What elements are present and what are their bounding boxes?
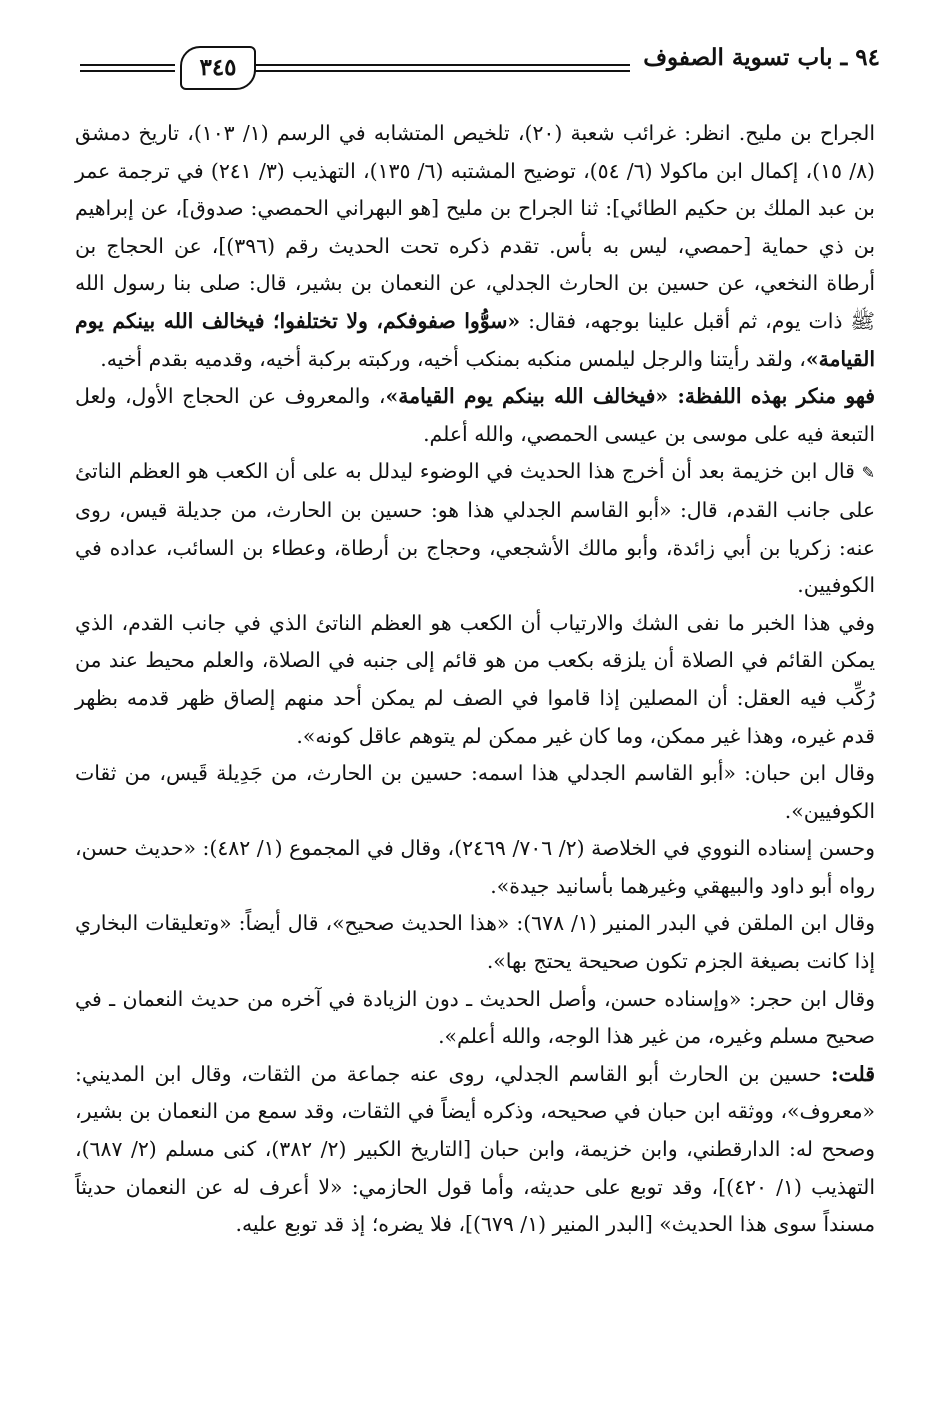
- page-body: [75, 115, 875, 1244]
- paragraph-text: حسين بن الحارث أبو القاسم الجدلي، روى عنه جماعة من الثقات، وقال ابن المديني: «معروف»، ووثقه ابن حبان في صحيحه، وذكره أيضاً في الثقات، وقد سمع من النعمان بن بشير، وصحح له: الدارقطني، وابن خزيمة، وابن حبان [التاريخ الكبير (٢/ ٣٨٢)، كنى مسلم (٢/ ٦٨٧)، التهذيب (١/ ٤٢٠)]، وقد توبع على حديثه، وأما قول الحازمي: «لا أعرف له عن النعمان حديثاً مسنداً سوى هذا الحديث» [البدر المنير (١/ ٦٧٩)]، فلا يضره؛ إذ قد توبع عليه.: [75, 1061, 876, 1237]
- paragraph-marker-icon: ✎: [861, 463, 875, 483]
- ruling-lead: فهو منكر بهذه اللفظة: «فيخالف الله بينكم يوم القيامة»: [385, 384, 876, 409]
- paragraph-text: ، والمعروف عن الحجاج الأول، ولعل التبعة فيه على موسى بن عيسى الحمصي، والله أعلم.: [75, 384, 875, 446]
- header-rule: [250, 64, 630, 66]
- page-number: ٣٤٥: [180, 46, 256, 90]
- header-rule: [250, 70, 630, 72]
- paragraph-text: قال ابن خزيمة بعد أن أخرج هذا الحديث في الوضوء ليدلل به على أن الكعب هو العظم الناتئ على جانب القدم، قال: «أبو القاسم الجدلي هذا هو: حسين بن الحارث، من جديلة قيس، روى عنه: زكريا بن أبي زائدة، وأبو مالك الأشجعي، وحجاج بن أرطاة، وعطاء بن السائب، عداده في الكوفيين.: [75, 459, 875, 598]
- paragraph: [75, 378, 875, 453]
- header-rule: [80, 70, 175, 72]
- paragraph: وفي هذا الخبر ما نفى الشك والارتياب أن الكعب هو العظم الناتئ الذي في جانب القدم، الذي يمكن القائم في الصلاة أن يلزقه بكعب من هو قائم إلى جنبه في الصلاة، والعلم محيط عند من رُكِّب فيه العقل: أن المصلين إذا قاموا في الصف لم يمكن أحد منهم إلصاق ظهر قدمه بظهر قدم غيره، وهذا غير ممكن، وما كان غير ممكن لم يتوهم عاقل كونه».: [75, 610, 875, 748]
- page-header: [80, 34, 880, 94]
- paragraph: وحسن إسناده النووي في الخلاصة (٢/ ٧٠٦/ ٢٤٦٩)، وقال في المجموع (١/ ٤٨٢): «حديث حسن، رواه أبو داود والبيهقي وغيرهما بأسانيد جيدة».: [75, 836, 876, 898]
- paragraph: وقال ابن حجر: «وإسناده حسن، وأصل الحديث ـ دون الزيادة في آخره من حديث النعمان ـ في صحيح مسلم وغيره، من غير هذا الوجه، والله أعلم».: [75, 986, 875, 1049]
- chapter-title: ٩٤ ـ باب تسوية الصفوف: [643, 44, 880, 71]
- paragraph: [75, 115, 875, 378]
- paragraph: [75, 453, 875, 604]
- paragraph: [75, 1056, 875, 1244]
- paragraph: وقال ابن حبان: «أبو القاسم الجدلي هذا اسمه: حسين بن الحارث، من جَدِيلة قَيس، من ثقات الكوفيين».: [75, 761, 875, 823]
- paragraph: وقال ابن الملقن في البدر المنير (١/ ٦٧٨): «هذا الحديث صحيح»، قال أيضاً: «وتعليقات البخاري إذا كانت بصيغة الجزم تكون صحيحة يحتج بها».: [75, 911, 875, 974]
- header-rule: [80, 64, 175, 66]
- paragraph-text: ، ولقد رأيتنا والرجل ليلمس منكبه بمنكب أخيه، وركبته بركبة أخيه، وقدميه بقدم أخيه.: [100, 346, 806, 371]
- note-lead: قلت:: [830, 1061, 875, 1086]
- paragraph-text: الجراح بن مليح. انظر: غرائب شعبة (٢٠)، تلخيص المتشابه في الرسم (١/ ١٠٣)، تاريخ دمشق (٨/ ١٥)، إكمال ابن ماكولا (٦/ ٥٤)، توضيح المشتبه (٦/ ١٣٥)، التهذيب (٣/ ٢٤١) في ترجمة عمر بن عبد الملك بن حكيم الطائي]: ثنا الجراح بن مليح [هو البهراني الحمصي: صدوق]، عن إبراهيم بن ذي حماية [حمصي، ليس به بأس. تقدم ذكره تحت الحديث رقم (٣٩٦)]، عن الحجاج بن أرطاة النخعي، عن حسين بن الحارث الجدلي، عن النعمان بن بشير، قال: صلى بنا رسول الله ﷺ ذات يوم، ثم أقبل علينا بوجهه، فقال:: [75, 121, 876, 333]
- hadith-quote: «سوُّوا صفوفكم، ولا تختلفوا؛ فيخالف الله بينكم يوم القيامة»: [75, 308, 875, 371]
